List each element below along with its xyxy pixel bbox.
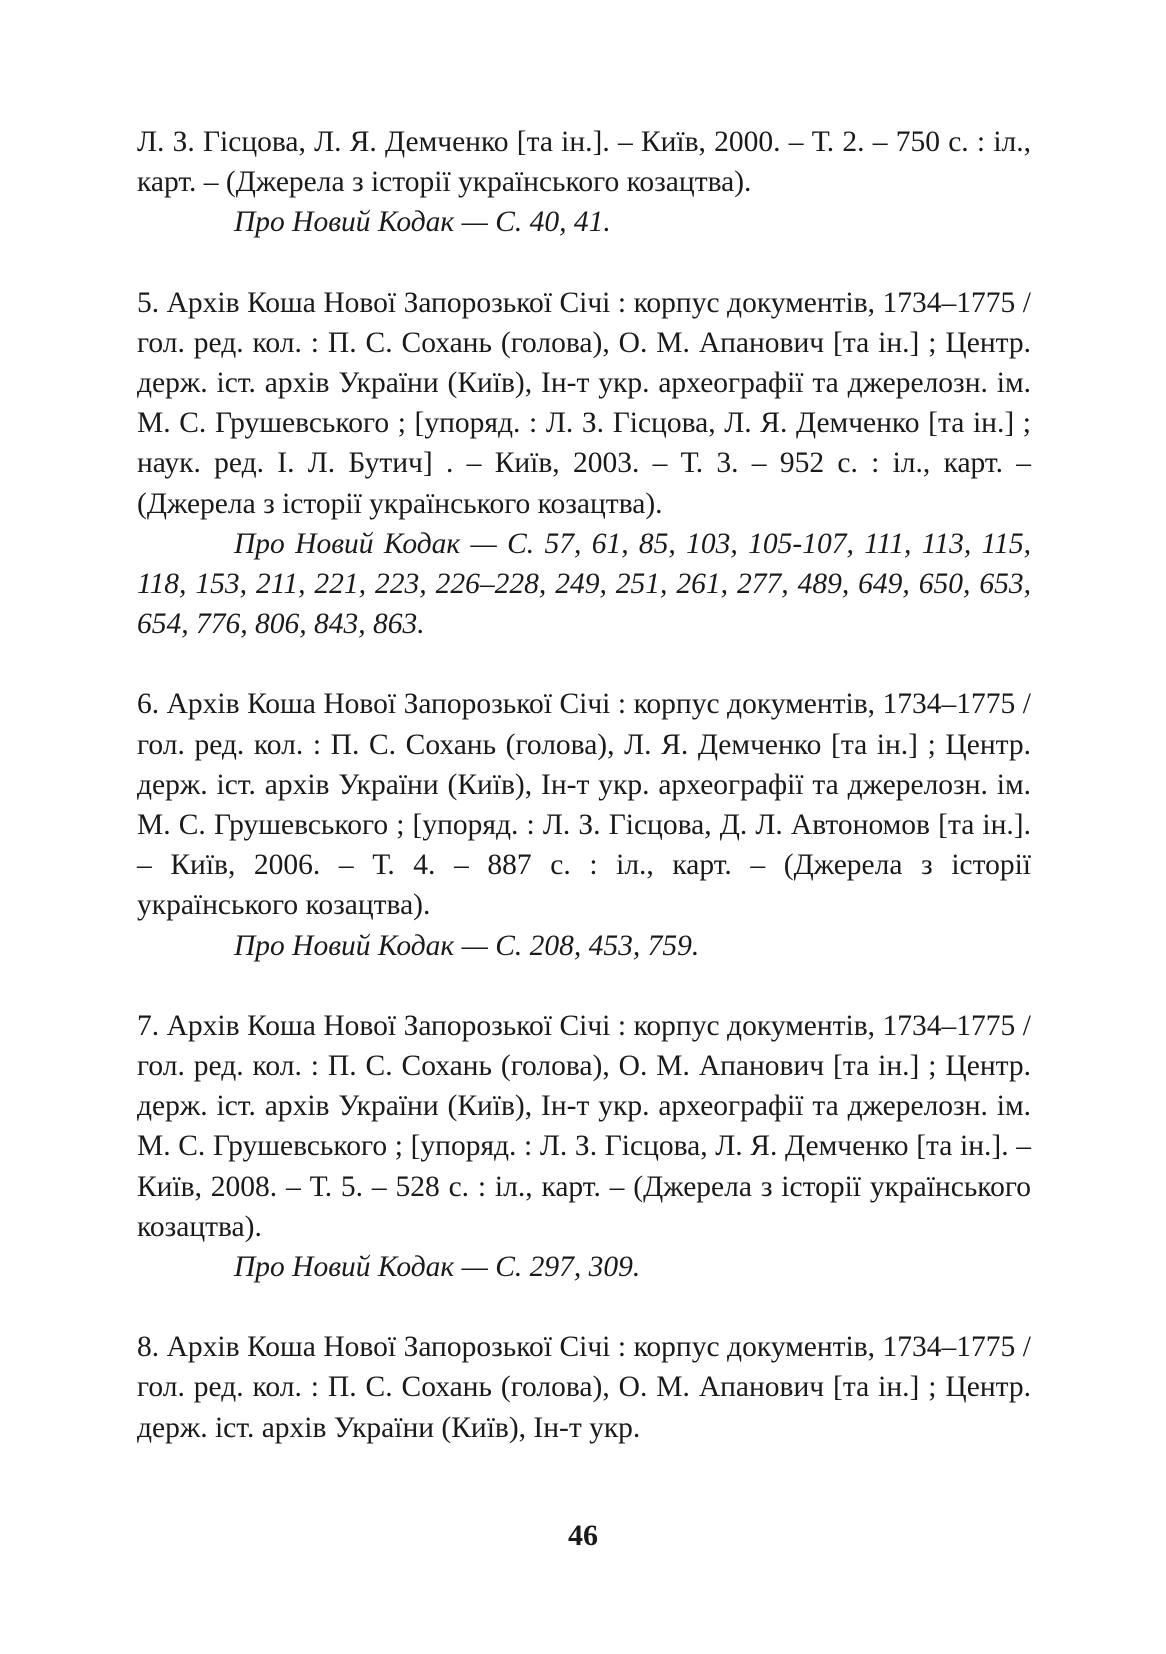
page-number: 46 xyxy=(568,1519,598,1552)
bibliography-entry-7 xyxy=(137,1006,1031,1287)
bibliography-entry-8 xyxy=(137,1327,1031,1448)
entry-text: 7. Архів Коша Нової Запорозької Січі : корпус документів, 1734–1775 / гол. ред. кол. : П. С. Сохань (голова), О. М. Апанович [та ін.] ; Центр. держ. іст. архів України (Київ), Ін-т укр. археографії та джерелозн. ім. М. С. Грушевського ; [упоряд. : Л. З. Гісцова, Л. Я. Демченко [та ін.]. – Київ, 2008. – Т. 5. – 528 с. : іл., карт. – (Джерела з історії українського козацтва). xyxy=(137,1009,1031,1243)
entry-reference: Про Новий Кодак — С. 208, 453, 759. xyxy=(234,929,700,962)
entry-text: 5. Архів Коша Нової Запорозької Січі : корпус документів, 1734–1775 / гол. ред. кол. : П. С. Сохань (голова), О. М. Апанович [та ін.] ; Центр. держ. іст. архів України (Київ), Ін-т укр. археографії та джерелозн. ім. М. С. Грушевського ; [упоряд. : Л. З. Гісцова, Л. Я. Демченко [та ін.] ; наук. ред. І. Л. Бутич] . – Київ, 2003. – Т. 3. – 952 с. : іл., карт. – (Джерела з історії українського козацтва). xyxy=(137,286,1031,520)
bibliography-entry-5 xyxy=(137,283,1031,645)
entry-reference: Про Новий Кодак — С. 57, 61, 85, 103, 105-107, 111, 113, 115, 118, 153, 211, 221, 223, 226–228, 249, 251, 261, 277, 489, 649, 650, 653, 654, 776, 806, 843, 863. xyxy=(137,527,1031,641)
bibliography-page xyxy=(137,122,1031,1488)
entry-reference: Про Новий Кодак — С. 40, 41. xyxy=(234,206,611,239)
entry-text: Л. З. Гісцова, Л. Я. Демченко [та ін.]. – Київ, 2000. – Т. 2. – 750 с. : іл., карт. – (Джерела з історії українського козацтва). xyxy=(137,126,1031,199)
bibliography-entry-6 xyxy=(137,684,1031,965)
bibliography-entry-4-continued xyxy=(137,122,1031,243)
entry-text: 6. Архів Коша Нової Запорозької Січі : корпус документів, 1734–1775 / гол. ред. кол. : П. С. Сохань (голова), Л. Я. Демченко [та ін.] ; Центр. держ. іст. архів України (Київ), Ін-т укр. археографії та джерелозн. ім. М. С. Грушевського ; [упоряд. : Л. З. Гісцова, Д. Л. Автономов [та ін.]. – Київ, 2006. – Т. 4. – 887 с. : іл., карт. – (Джерела з історії українського козацтва). xyxy=(137,688,1031,922)
entry-text: 8. Архів Коша Нової Запорозької Січі : корпус документів, 1734–1775 / гол. ред. кол. : П. С. Сохань (голова), О. М. Апанович [та ін.] ; Центр. держ. іст. архів України (Київ), Ін-т укр. xyxy=(137,1331,1031,1444)
entry-reference: Про Новий Кодак — С. 297, 309. xyxy=(234,1251,641,1284)
